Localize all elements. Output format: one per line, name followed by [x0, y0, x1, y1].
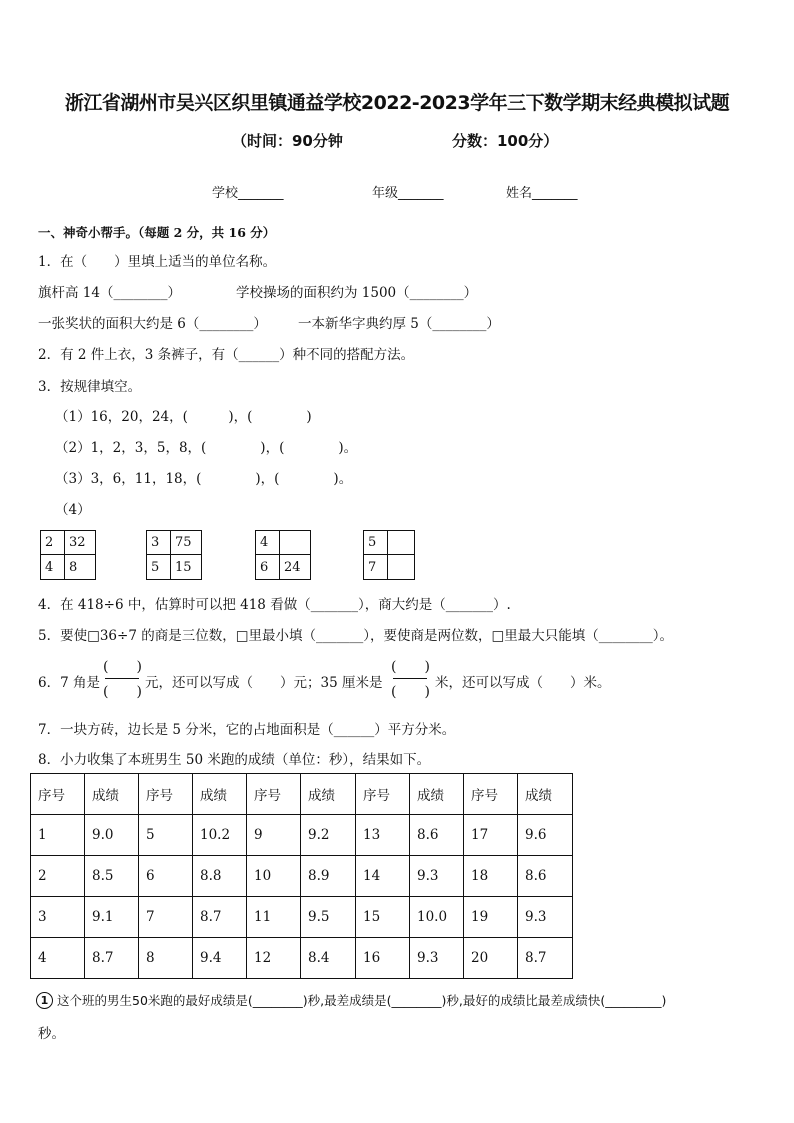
q3-part4: （4） [55, 502, 91, 518]
table-cell: 20 [464, 938, 518, 979]
column-header: 序号 [139, 774, 193, 815]
table-row [31, 815, 573, 856]
q5-stem: 5．要使□36÷7 的商是三位数，□里最小填（_______），要使商是两位数，□里最大只能填（________）。 [38, 628, 673, 644]
grid-cell: 15 [175, 559, 192, 575]
table-cell: 10 [247, 856, 301, 897]
grade-field[interactable]: 年级_______ [372, 186, 444, 201]
q6-part-a: 6．7 角是 [38, 675, 100, 691]
exam-time: （时间：90分钟 [232, 132, 343, 150]
page-title: 浙江省湖州市吴兴区织里镇通益学校2022-2023学年三下数学期末经典模拟试题 [64, 92, 730, 114]
table-cell: 17 [464, 815, 518, 856]
table-cell: 9.3 [410, 856, 464, 897]
grid-cell: 8 [69, 559, 78, 575]
table-cell: 8.7 [518, 938, 573, 979]
q8-subquestion [36, 991, 666, 1009]
fraction-bar [393, 678, 427, 679]
q3-stem: 3．按规律填空。 [38, 379, 142, 395]
q8-subquestion-tail: 秒。 [38, 1026, 65, 1042]
fraction-blank-1[interactable] [103, 656, 141, 702]
table-cell: 8.6 [410, 815, 464, 856]
table-row [31, 856, 573, 897]
table-cell: 5 [139, 815, 193, 856]
table-cell: 9.2 [301, 815, 356, 856]
column-header: 成绩 [193, 774, 247, 815]
table-cell: 8.4 [301, 938, 356, 979]
table-cell: 8.8 [193, 856, 247, 897]
grid-cell: 6 [256, 555, 280, 579]
fraction-bar [105, 678, 139, 679]
table-cell: 8.7 [193, 897, 247, 938]
grid-cell: 3 [147, 531, 171, 555]
q6-part-b: 元，还可以写成（ ）元；35 厘米是 [145, 675, 383, 691]
table-cell: 9.0 [85, 815, 139, 856]
pattern-grid-2 [146, 530, 202, 580]
table-cell: 9.4 [193, 938, 247, 979]
q3-part2: （2）1，2，3，5，8，( )，( )。 [55, 440, 358, 456]
table-cell: 13 [356, 815, 410, 856]
grid-cell: 2 [41, 531, 65, 555]
table-header-row [31, 774, 573, 815]
table-cell: 11 [247, 897, 301, 938]
column-header: 成绩 [301, 774, 356, 815]
q3-part1: （1）16，20，24，( )，( ) [55, 409, 312, 425]
table-cell: 9.3 [518, 897, 573, 938]
table-cell: 10.0 [410, 897, 464, 938]
q1-a: 旗杆高 14（________） [38, 285, 181, 301]
pattern-grid-1 [40, 530, 96, 580]
table-cell: 8.6 [518, 856, 573, 897]
column-header: 序号 [247, 774, 301, 815]
pattern-grid-4 [363, 530, 415, 580]
table-cell: 8.7 [85, 938, 139, 979]
grid-cell: 7 [364, 555, 388, 579]
grid-cell[interactable] [388, 555, 414, 579]
q1-c: 一张奖状的面积大约是 6（________） [38, 316, 267, 332]
grid-cell: 75 [171, 531, 201, 555]
table-cell: 9 [247, 815, 301, 856]
grid-cell: 5 [364, 531, 388, 555]
table-cell: 2 [31, 856, 85, 897]
q8-stem: 8．小力收集了本班男生 50 米跑的成绩（单位：秒），结果如下。 [38, 752, 431, 768]
table-cell: 6 [139, 856, 193, 897]
grid-cell: 4 [256, 531, 280, 555]
q6-part-c: 米，还可以写成（ ）米。 [435, 675, 611, 691]
q1-stem: 1．在（ ）里填上适当的单位名称。 [38, 254, 277, 270]
table-cell: 14 [356, 856, 410, 897]
grid-cell: 24 [284, 559, 301, 575]
q1-d: 一本新华字典约厚 5（________） [298, 316, 500, 332]
table-cell: 12 [247, 938, 301, 979]
q3-part3: （3）3，6，11，18，( )，( )。 [55, 471, 353, 487]
q1-b: 学校操场的面积约为 1500（________） [236, 285, 478, 301]
table-cell: 16 [356, 938, 410, 979]
q2-stem: 2．有 2 件上衣，3 条裤子，有（______）种不同的搭配方法。 [38, 347, 415, 363]
column-header: 序号 [464, 774, 518, 815]
fraction-blank-2[interactable] [391, 656, 429, 702]
name-field[interactable]: 姓名_______ [506, 186, 578, 201]
table-cell: 9.3 [410, 938, 464, 979]
exam-score: 分数：100分） [452, 132, 559, 150]
column-header: 成绩 [410, 774, 464, 815]
table-row [31, 897, 573, 938]
table-cell: 4 [31, 938, 85, 979]
grid-cell: 32 [65, 531, 95, 555]
table-cell: 10.2 [193, 815, 247, 856]
column-header: 序号 [356, 774, 410, 815]
table-cell: 9.5 [301, 897, 356, 938]
table-cell: 18 [464, 856, 518, 897]
pattern-grid-3 [255, 530, 311, 580]
column-header: 序号 [31, 774, 85, 815]
table-cell: 8.9 [301, 856, 356, 897]
table-cell: 9.6 [518, 815, 573, 856]
scores-table [30, 773, 573, 979]
grid-cell[interactable] [280, 531, 310, 555]
grid-cell[interactable] [388, 531, 414, 555]
fraction-numerator: ( ) [103, 659, 142, 675]
circled-number: 1 [36, 992, 53, 1009]
grid-cell: 4 [41, 555, 65, 579]
table-cell: 8.5 [85, 856, 139, 897]
q7-stem: 7．一块方砖，边长是 5 分米，它的占地面积是（______）平方分米。 [38, 722, 456, 738]
section-heading: 一、神奇小帮手。（每题 2 分，共 16 分） [38, 225, 276, 240]
q8-subquestion-text: 这个班的男生50米跑的最好成绩是(________)秒,最差成绩是(________)秒,最好的成绩比最差成绩快(_________) [56, 993, 667, 1008]
fraction-denominator: ( ) [103, 684, 142, 700]
table-cell: 9.1 [85, 897, 139, 938]
table-cell: 7 [139, 897, 193, 938]
table-row [31, 938, 573, 979]
table-cell: 3 [31, 897, 85, 938]
table-cell: 15 [356, 897, 410, 938]
column-header: 成绩 [85, 774, 139, 815]
fraction-numerator: ( ) [391, 659, 430, 675]
grid-cell: 5 [147, 555, 171, 579]
table-cell: 8 [139, 938, 193, 979]
fraction-denominator: ( ) [391, 684, 430, 700]
column-header: 成绩 [518, 774, 573, 815]
q4-stem: 4．在 418÷6 中，估算时可以把 418 看做（_______），商大约是（_______）. [38, 597, 511, 613]
table-cell: 1 [31, 815, 85, 856]
table-cell: 19 [464, 897, 518, 938]
school-field[interactable]: 学校_______ [212, 186, 284, 201]
